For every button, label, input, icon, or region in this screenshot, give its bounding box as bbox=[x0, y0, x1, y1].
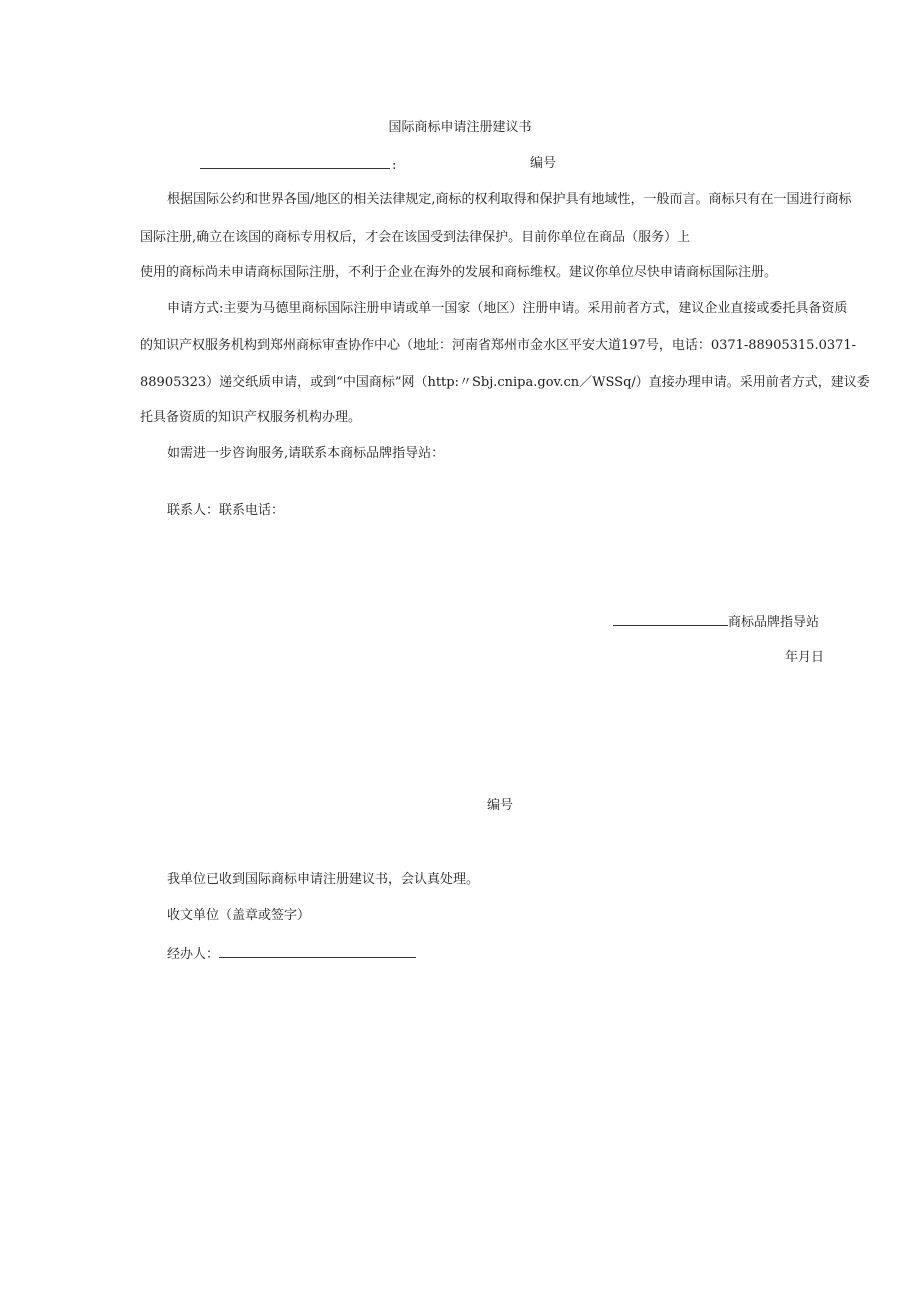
date-text: 年月日 bbox=[785, 650, 825, 665]
paragraph-2-line-2: 的知识产权服务机构到郑州商标审查协作中心（地址：河南省郑州市金水区平安大道197号，电话：0371-88905315.0371- bbox=[140, 338, 857, 353]
handler-blank-line bbox=[219, 944, 416, 958]
handler-label: 经办人： bbox=[167, 947, 220, 962]
receipt-number-label: 编号 bbox=[487, 798, 514, 813]
document-title: 国际商标申请注册建议书 bbox=[388, 120, 532, 135]
station-blank-line bbox=[613, 612, 728, 626]
receipt-recipient-text: 收文单位（盖章或签字） bbox=[167, 908, 311, 923]
recipient-number-row bbox=[200, 155, 396, 175]
paragraph-1-line-3: 使用的商标尚未申请商标国际注册，不利于企业在海外的发展和商标维权。建议你单位尽快申请商标国际注册。 bbox=[140, 265, 778, 280]
receipt-confirm-text: 我单位已收到国际商标申请注册建议书，会认真处理。 bbox=[167, 872, 480, 887]
station-signature bbox=[613, 612, 819, 632]
recipient-blank-line bbox=[200, 155, 390, 169]
consult-text: 如需进一步咨询服务,请联系本商标品牌指导站： bbox=[167, 446, 445, 461]
paragraph-2-line-3: 88905323）递交纸质申请，或到“中国商标”网（http:〃Sbj.cnipa.gov.cn／WSSq/）直接办理申请。采用前者方式，建议委 bbox=[140, 375, 870, 390]
paragraph-2-line-1: 申请方式:主要为马德里商标国际注册申请或单一国家（地区）注册申请。采用前者方式，建议企业直接或委托具备资质 bbox=[167, 301, 848, 316]
paragraph-1-line-1: 根据国际公约和世界各国/地区的相关法律规定,商标的权利取得和保护具有地域性，一般而言。商标只有在一国进行商标 bbox=[167, 192, 852, 207]
station-label: 商标品牌指导站 bbox=[728, 615, 820, 630]
paragraph-2-line-4: 托具备资质的知识产权服务机构办理。 bbox=[140, 410, 362, 425]
contact-text: 联系人：联系电话： bbox=[167, 503, 285, 518]
number-label: 编号 bbox=[530, 156, 557, 171]
paragraph-1-line-2: 国际注册,确立在该国的商标专用权后，才会在该国受到法律保护。目前你单位在商品（服务）上 bbox=[140, 230, 691, 245]
handler-row bbox=[167, 944, 416, 964]
number-colon: : bbox=[392, 158, 397, 173]
